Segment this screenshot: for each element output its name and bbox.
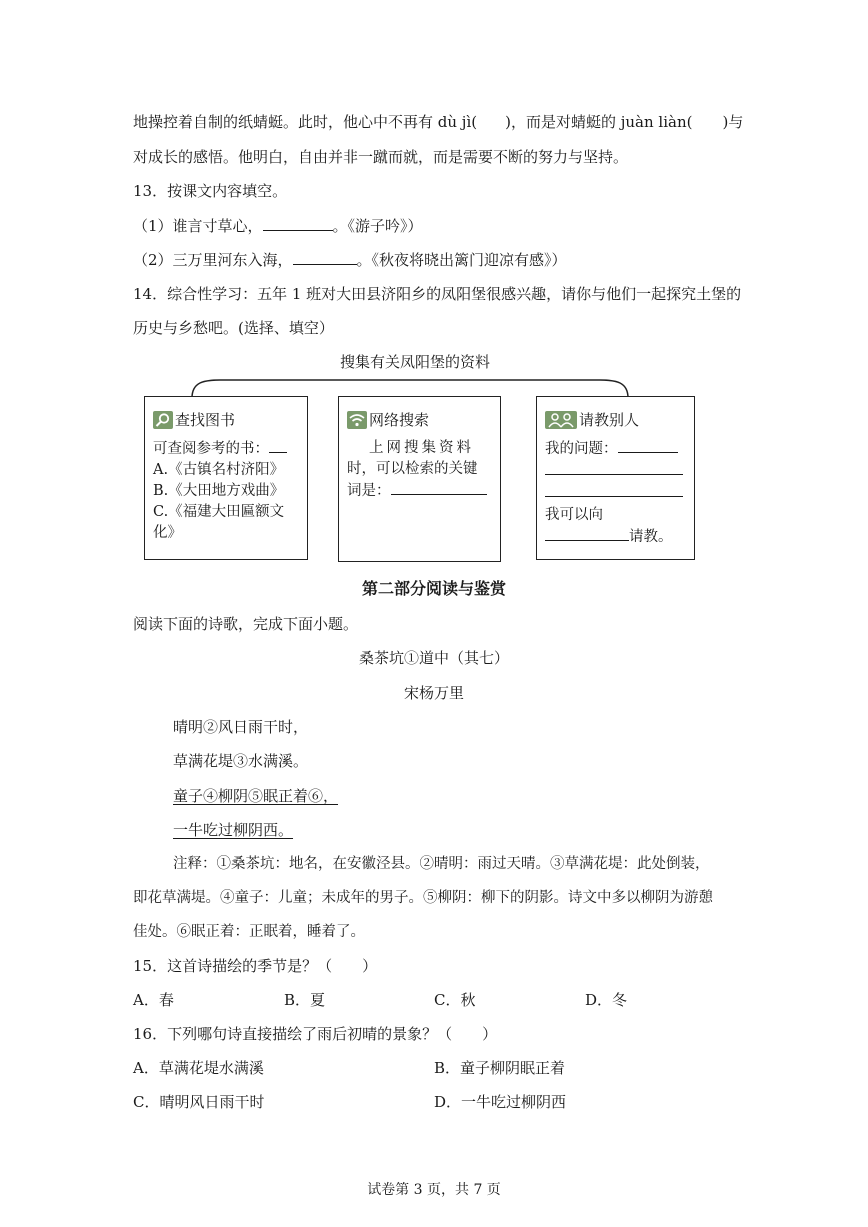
part-two-heading: 第二部分阅读与鉴赏 (361, 579, 506, 598)
answer-blank[interactable] (545, 460, 683, 475)
question-16-option-a[interactable]: A．草满花堤水满溪 (133, 1059, 264, 1077)
question-15-option-a[interactable]: A．春 (133, 991, 174, 1009)
question-15-option-c[interactable]: C．秋 (434, 991, 476, 1009)
book-option-c: C.《福建大田匾额文 (153, 504, 285, 520)
reading-instruction: 阅读下面的诗歌，完成下面小题。 (133, 615, 359, 633)
answer-blank[interactable] (391, 480, 487, 495)
intro-line-1: 地操控着自制的纸蜻蜓。此时，他心中不再有 dù jì( )，而是对蜻蜓的 juàn liàn( )与 (133, 113, 744, 131)
answer-blank[interactable] (545, 526, 629, 541)
question-15-option-d[interactable]: D．冬 (585, 991, 628, 1009)
poem-title: 桑茶坑①道中（其七） (358, 649, 509, 667)
question-13-item-1: （1）谁言寸草心， 。《游子吟》） (133, 217, 423, 235)
question-14-title-line-2: 历史与乡愁吧。(选择、填空） (133, 319, 334, 337)
wifi-icon (347, 411, 367, 429)
answer-blank[interactable] (293, 250, 357, 265)
box-find-books-title: 查找图书 (175, 411, 236, 429)
question-16-option-b[interactable]: B．童子柳阴眠正着 (434, 1059, 566, 1077)
poem-line-4: 一牛吃过柳阴西。 (173, 821, 294, 839)
answer-blank[interactable] (269, 438, 287, 453)
question-16-title: 16．下列哪句诗直接描绘了雨后初晴的景象？（ ） (133, 1025, 498, 1043)
poem-line-1: 晴明②风日雨干时， (173, 718, 309, 736)
question-13-item-2: （2）三万里河东入海， 。《秋夜将晓出篱门迎凉有感》） (133, 251, 567, 269)
box-web-search-title: 网络搜索 (369, 411, 430, 429)
box-ask-others: 请教别人 我的问题： 我可以向 请教。 (536, 396, 695, 560)
box-ask-others-title: 请教别人 (579, 411, 640, 429)
poem-notes-line-3: 佳处。⑥眠正着：正眠着，睡着了。 (133, 924, 365, 940)
question-16-option-d[interactable]: D．一牛吃过柳阴西 (434, 1093, 567, 1111)
question-13-title: 13．按课文内容填空。 (133, 182, 288, 200)
people-icon (545, 411, 577, 429)
page-footer: 试卷第 3 页，共 7 页 (367, 1182, 501, 1198)
question-16-option-c[interactable]: C．晴明风日雨干时 (133, 1093, 265, 1111)
answer-blank[interactable] (618, 438, 678, 453)
intro-line-2: 对成长的感悟。他明白，自由并非一蹴而就，而是需要不断的努力与坚持。 (133, 148, 629, 166)
question-14-title-line-1: 14．综合性学习：五年 1 班对大田县济阳乡的凤阳堡很感兴趣，请你与他们一起探究土堡的 (133, 285, 742, 303)
magnifier-icon (153, 411, 173, 429)
box-find-books: 查找图书 可查阅参考的书： A.《古镇名村济阳》 B.《大田地方戏曲》 C.《福建大田匾额文 化》 (144, 396, 308, 560)
poem-notes-line-2: 即花草满堤。④童子：儿童；未成年的男子。⑤柳阴：柳下的阴影。诗文中多以柳阴为游憩 (133, 890, 713, 906)
book-option-b: B.《大田地方戏曲》 (153, 483, 285, 499)
poem-line-2: 草满花堤③水满溪。 (173, 752, 309, 770)
poem-author: 宋杨万里 (403, 684, 464, 702)
answer-blank[interactable] (263, 216, 333, 231)
answer-blank[interactable] (545, 482, 683, 497)
poem-line-3: 童子④柳阴⑤眠正着⑥， (173, 787, 339, 805)
book-option-a: A.《古镇名村济阳》 (153, 462, 285, 478)
box-web-search: 网络搜索 上网搜集资料 时，可以检索的关键 词是： (338, 396, 501, 562)
question-15-title: 15．这首诗描绘的季节是？（ ） (133, 957, 378, 975)
poem-notes-line-1: 注释：①桑茶坑：地名，在安徽泾县。②晴明：雨过天晴。③草满花堤：此处倒装， (173, 856, 710, 872)
question-15-option-b[interactable]: B．夏 (284, 991, 326, 1009)
diagram-top-label: 搜集有关凤阳堡的资料 (340, 353, 491, 371)
